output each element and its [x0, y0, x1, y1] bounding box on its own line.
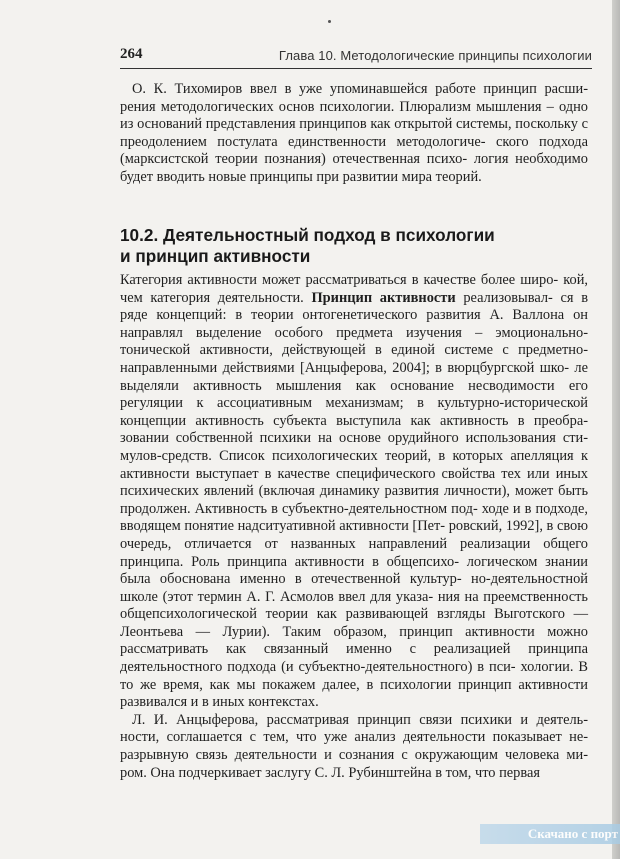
page-edge-shadow: [612, 0, 620, 859]
section-heading-line-2: и принцип активности: [120, 246, 311, 266]
paragraph-2-text: Категория активности может рассматриваться в качестве более широ- кой, чем категория деятельности. Принцип активности реализовывал- ся в ряде концепций: в теории онтогенетического развития А. Валлона он направлял выделение особого предмета изучения – эмоционально- тонической активности, действующей в единой системе с предметно- направленными действиями [Анцыферова, 2004]; в вюрцбургской шко- ле выделяли активность мышления как основание несводимости его регуляции к ассоциативным механизмам; в культурно-исторической концепции активность субъекта выступила как активность в преобра- зовании собственной психики на основе орудийного использования сти- мулов-средств. Список психологических теорий, в которых апелляция к активности выступает в качестве специфического свойства тех или иных психических явлений (включая динамику развития личности), может быть продолжен. Активность в субъектно-деятельностном под- ходе и в подходе, вводящем понятие надситуативной активности [Пет- ровский, 1992], в свою очередь, отличается от названных направлений реализации общего принципа. Роль принципа активности в общепсихо- логическом знании была обоснована именно в отечественной культур- но-деятельностной школе (этот термин А. Г. Асмолов ввел для указа- ния на преемственность общепсихологической теории как развивающей взгляды Выготского — Леонтьева — Лурии). Таким образом, принцип активности можно рассматривать как связанный именно с реализацией принципа деятельностного подхода (и субъектно-деятельностного) в пси- хологии. В то же время, как мы покажем далее, в психологии принцип активности развивался и в иных контекстах.: [120, 272, 589, 711]
paragraph-1-text: О. К. Тихомиров ввел в уже упоминавшейся работе принцип расши- рения методологических основ психологии. Плюрализм мышления – одно из оснований представления принципов как открытой системы, поскольку с преодолением постулата единственности методологиче- ского подхода (марксистской теории познания) отечественная психо- логия необходимо будет вводить новые принципы при развитии мира теорий.: [120, 81, 588, 185]
paragraph-3-text: Л. И. Анцыферова, рассматривая принцип связи психики и деятель- ности, соглашается с тем, что уже анализ деятельности показывает не- разрывную связь деятельности и сознания с окружающим человека ми- ром. Она подчеркивает заслугу С. Л. Рубинштейна в том, что первая: [120, 711, 588, 781]
watermark-banner: [480, 824, 620, 844]
paragraph-1: [120, 81, 588, 187]
running-head: Глава 10. Методологические принципы психологии: [278, 48, 592, 63]
section-heading: [120, 225, 590, 267]
page-number: 264: [120, 46, 143, 62]
section-body: [120, 272, 588, 782]
section-heading-line-1: 10.2. Деятельностный подход в психологии: [120, 225, 495, 245]
watermark-text: Скачано с порт: [527, 826, 618, 841]
bold-term: Принцип активности: [311, 289, 456, 306]
page-header: [120, 42, 592, 69]
scan-speck: [328, 20, 331, 23]
